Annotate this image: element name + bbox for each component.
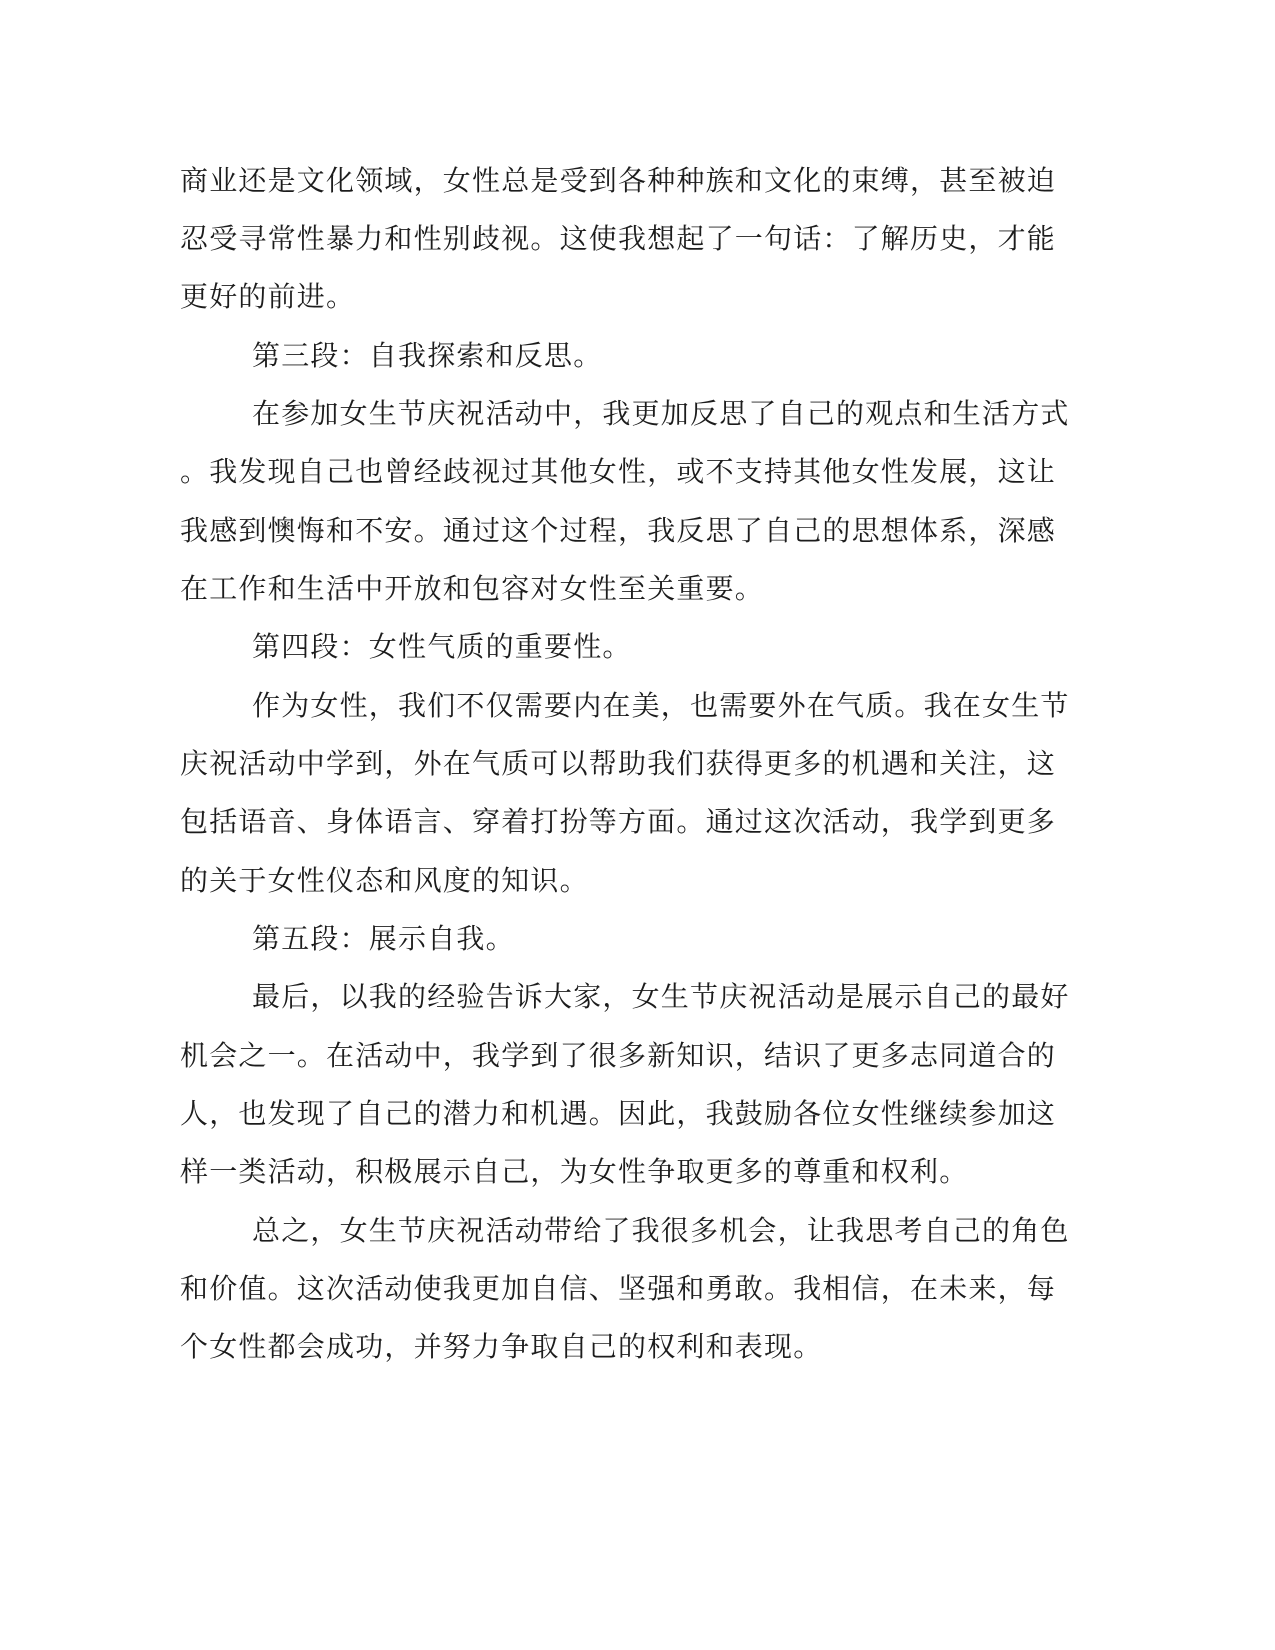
text-line: 作为女性，我们不仅需要内在美，也需要外在气质。我在女生节 [252, 689, 1070, 722]
text-line: 个女性都会成功，并努力争取自己的权利和表现。 [180, 1330, 823, 1363]
text-line: 更好的前进。 [180, 280, 356, 313]
text-line: 样一类活动，积极展示自己，为女性争取更多的尊重和权利。 [180, 1155, 969, 1188]
text-line: 人，也发现了自己的潜力和机遇。因此，我鼓励各位女性继续参加这 [180, 1097, 1057, 1130]
text-line: 的关于女性仪态和风度的知识。 [180, 864, 589, 897]
section-heading: 第四段：女性气质的重要性。 [252, 630, 632, 663]
section-heading: 第五段：展示自我。 [252, 922, 515, 955]
text-line: 总之，女生节庆祝活动带给了我很多机会，让我思考自己的角色 [252, 1214, 1070, 1247]
text-line: 包括语音、身体语言、穿着打扮等方面。通过这次活动，我学到更多 [180, 805, 1057, 838]
text-line: 在工作和生活中开放和包容对女性至关重要。 [180, 572, 765, 605]
text-line: 在参加女生节庆祝活动中，我更加反思了自己的观点和生活方式 [252, 397, 1070, 430]
text-line: 最后，以我的经验告诉大家，女生节庆祝活动是展示自己的最好 [252, 980, 1070, 1013]
text-line: 忍受寻常性暴力和性别歧视。这使我想起了一句话：了解历史，才能 [180, 222, 1057, 255]
text-line: 机会之一。在活动中，我学到了很多新知识，结识了更多志同道合的 [180, 1039, 1057, 1072]
text-line: 庆祝活动中学到，外在气质可以帮助我们获得更多的机遇和关注，这 [180, 747, 1057, 780]
text-line: 。我发现自己也曾经歧视过其他女性，或不支持其他女性发展，这让 [180, 455, 1057, 488]
text-line: 我感到懊悔和不安。通过这个过程，我反思了自己的思想体系，深感 [180, 514, 1057, 547]
text-line: 和价值。这次活动使我更加自信、坚强和勇敢。我相信，在未来，每 [180, 1272, 1057, 1305]
section-heading: 第三段：自我探索和反思。 [252, 339, 603, 372]
text-line: 商业还是文化领域，女性总是受到各种种族和文化的束缚，甚至被迫 [180, 164, 1057, 197]
